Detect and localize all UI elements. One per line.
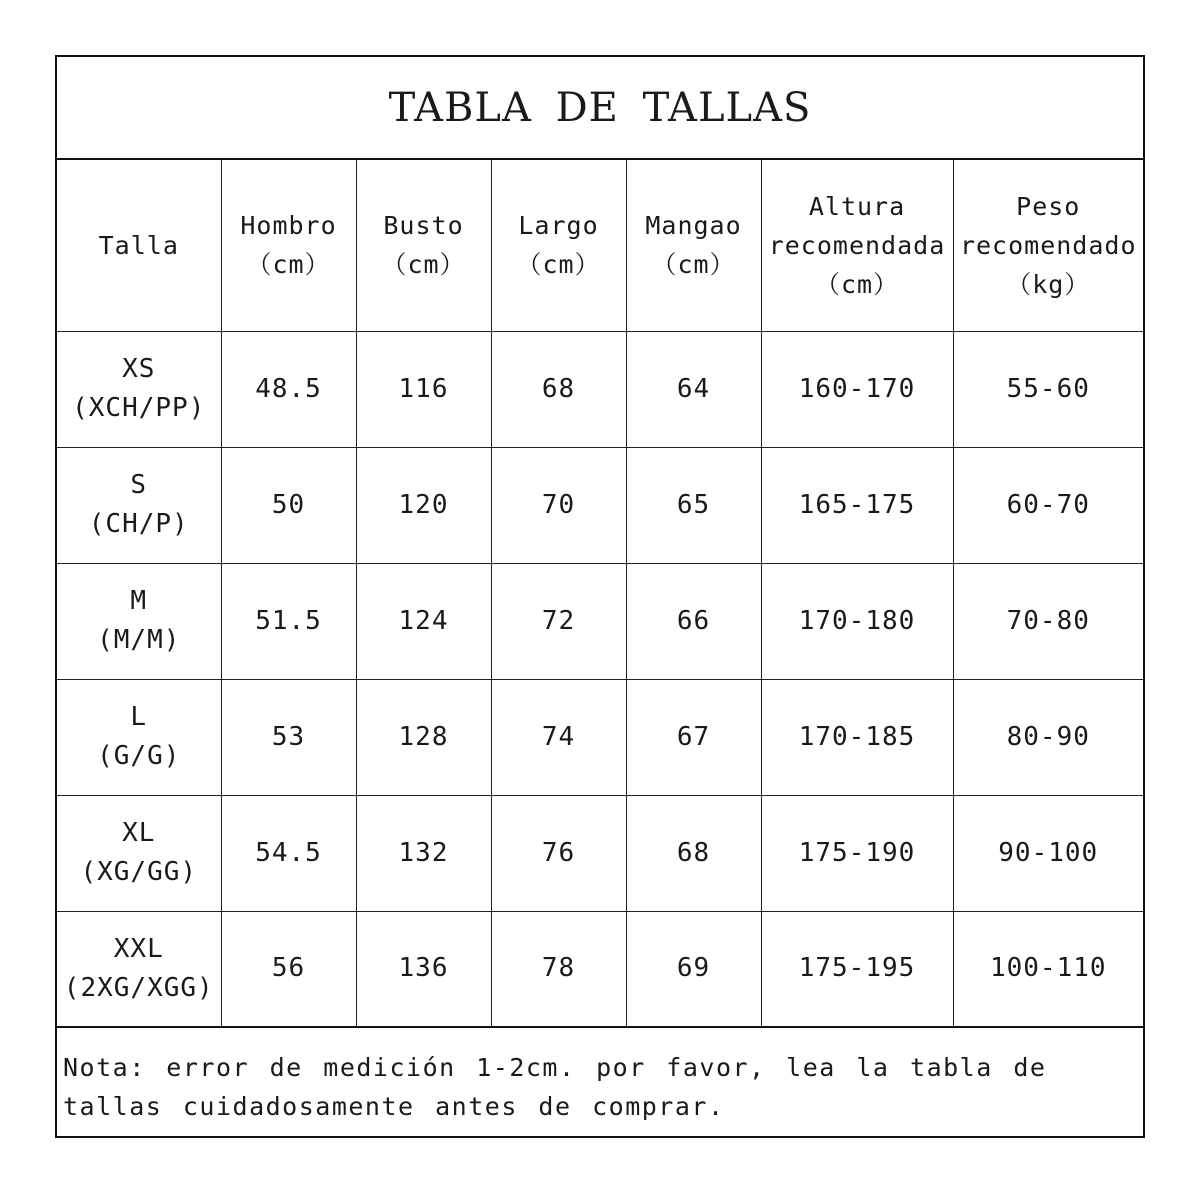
size-label: XS	[122, 354, 156, 384]
size-table	[57, 160, 1143, 1028]
busto-cell: 136	[356, 911, 491, 1027]
size-label: L	[130, 702, 148, 732]
size-alt-label: (XG/GG)	[80, 857, 198, 887]
hombro-cell: 50	[221, 447, 356, 563]
busto-cell: 116	[356, 331, 491, 447]
manga-cell: 68	[626, 795, 761, 911]
busto-cell: 128	[356, 679, 491, 795]
hombro-cell: 51.5	[221, 563, 356, 679]
hombro-cell: 48.5	[221, 331, 356, 447]
header-talla: Talla	[57, 160, 221, 331]
altura-cell: 175-195	[761, 911, 953, 1027]
header-hombro: Hombro （cm）	[221, 160, 356, 331]
size-label: XL	[122, 818, 156, 848]
busto-cell: 132	[356, 795, 491, 911]
size-alt-label: (M/M)	[97, 625, 181, 655]
size-cell	[57, 911, 221, 1027]
hombro-cell: 53	[221, 679, 356, 795]
manga-cell: 69	[626, 911, 761, 1027]
manga-cell: 67	[626, 679, 761, 795]
peso-cell: 90-100	[953, 795, 1143, 911]
size-label: XXL	[113, 933, 164, 964]
size-alt-label: (G/G)	[97, 741, 181, 771]
largo-cell: 74	[491, 679, 626, 795]
table-row	[57, 795, 1143, 911]
size-alt-label: (2XG/XGG)	[63, 972, 214, 1003]
size-alt-label: (CH/P)	[88, 509, 189, 539]
header-manga: Mangao （cm）	[626, 160, 761, 331]
largo-cell: 76	[491, 795, 626, 911]
hombro-cell: 56	[221, 911, 356, 1027]
table-row	[57, 331, 1143, 447]
busto-cell: 120	[356, 447, 491, 563]
altura-cell: 170-180	[761, 563, 953, 679]
measurement-note: Nota: error de medición 1-2cm. por favor, lea la tabla de tallas cuidadosamente antes de comprar.	[63, 1053, 1047, 1121]
hombro-cell: 54.5	[221, 795, 356, 911]
size-cell	[57, 331, 221, 447]
header-row	[57, 160, 1143, 331]
largo-cell: 72	[491, 563, 626, 679]
peso-cell: 100-110	[953, 911, 1143, 1027]
altura-cell: 170-185	[761, 679, 953, 795]
manga-cell: 64	[626, 331, 761, 447]
table-row	[57, 447, 1143, 563]
peso-cell: 55-60	[953, 331, 1143, 447]
busto-cell: 124	[356, 563, 491, 679]
size-cell	[57, 679, 221, 795]
manga-cell: 66	[626, 563, 761, 679]
size-label: S	[130, 470, 148, 500]
size-chart-frame	[55, 55, 1145, 1138]
altura-cell: 165-175	[761, 447, 953, 563]
size-cell	[57, 563, 221, 679]
header-busto: Busto （cm）	[356, 160, 491, 331]
size-cell	[57, 795, 221, 911]
manga-cell: 65	[626, 447, 761, 563]
altura-cell: 175-190	[761, 795, 953, 911]
header-peso: Peso recomendado （kg）	[953, 160, 1143, 331]
table-row	[57, 679, 1143, 795]
peso-cell: 80-90	[953, 679, 1143, 795]
peso-cell: 70-80	[953, 563, 1143, 679]
size-alt-label: (XCH/PP)	[72, 393, 206, 423]
table-row	[57, 911, 1143, 1027]
peso-cell: 60-70	[953, 447, 1143, 563]
chart-title: TABLA DE TALLAS	[57, 57, 1143, 160]
largo-cell: 70	[491, 447, 626, 563]
table-row	[57, 563, 1143, 679]
largo-cell: 68	[491, 331, 626, 447]
header-largo: Largo （cm）	[491, 160, 626, 331]
altura-cell: 160-170	[761, 331, 953, 447]
header-altura: Altura recomendada （cm）	[761, 160, 953, 331]
size-cell	[57, 447, 221, 563]
size-label: M	[130, 586, 148, 616]
largo-cell: 78	[491, 911, 626, 1027]
